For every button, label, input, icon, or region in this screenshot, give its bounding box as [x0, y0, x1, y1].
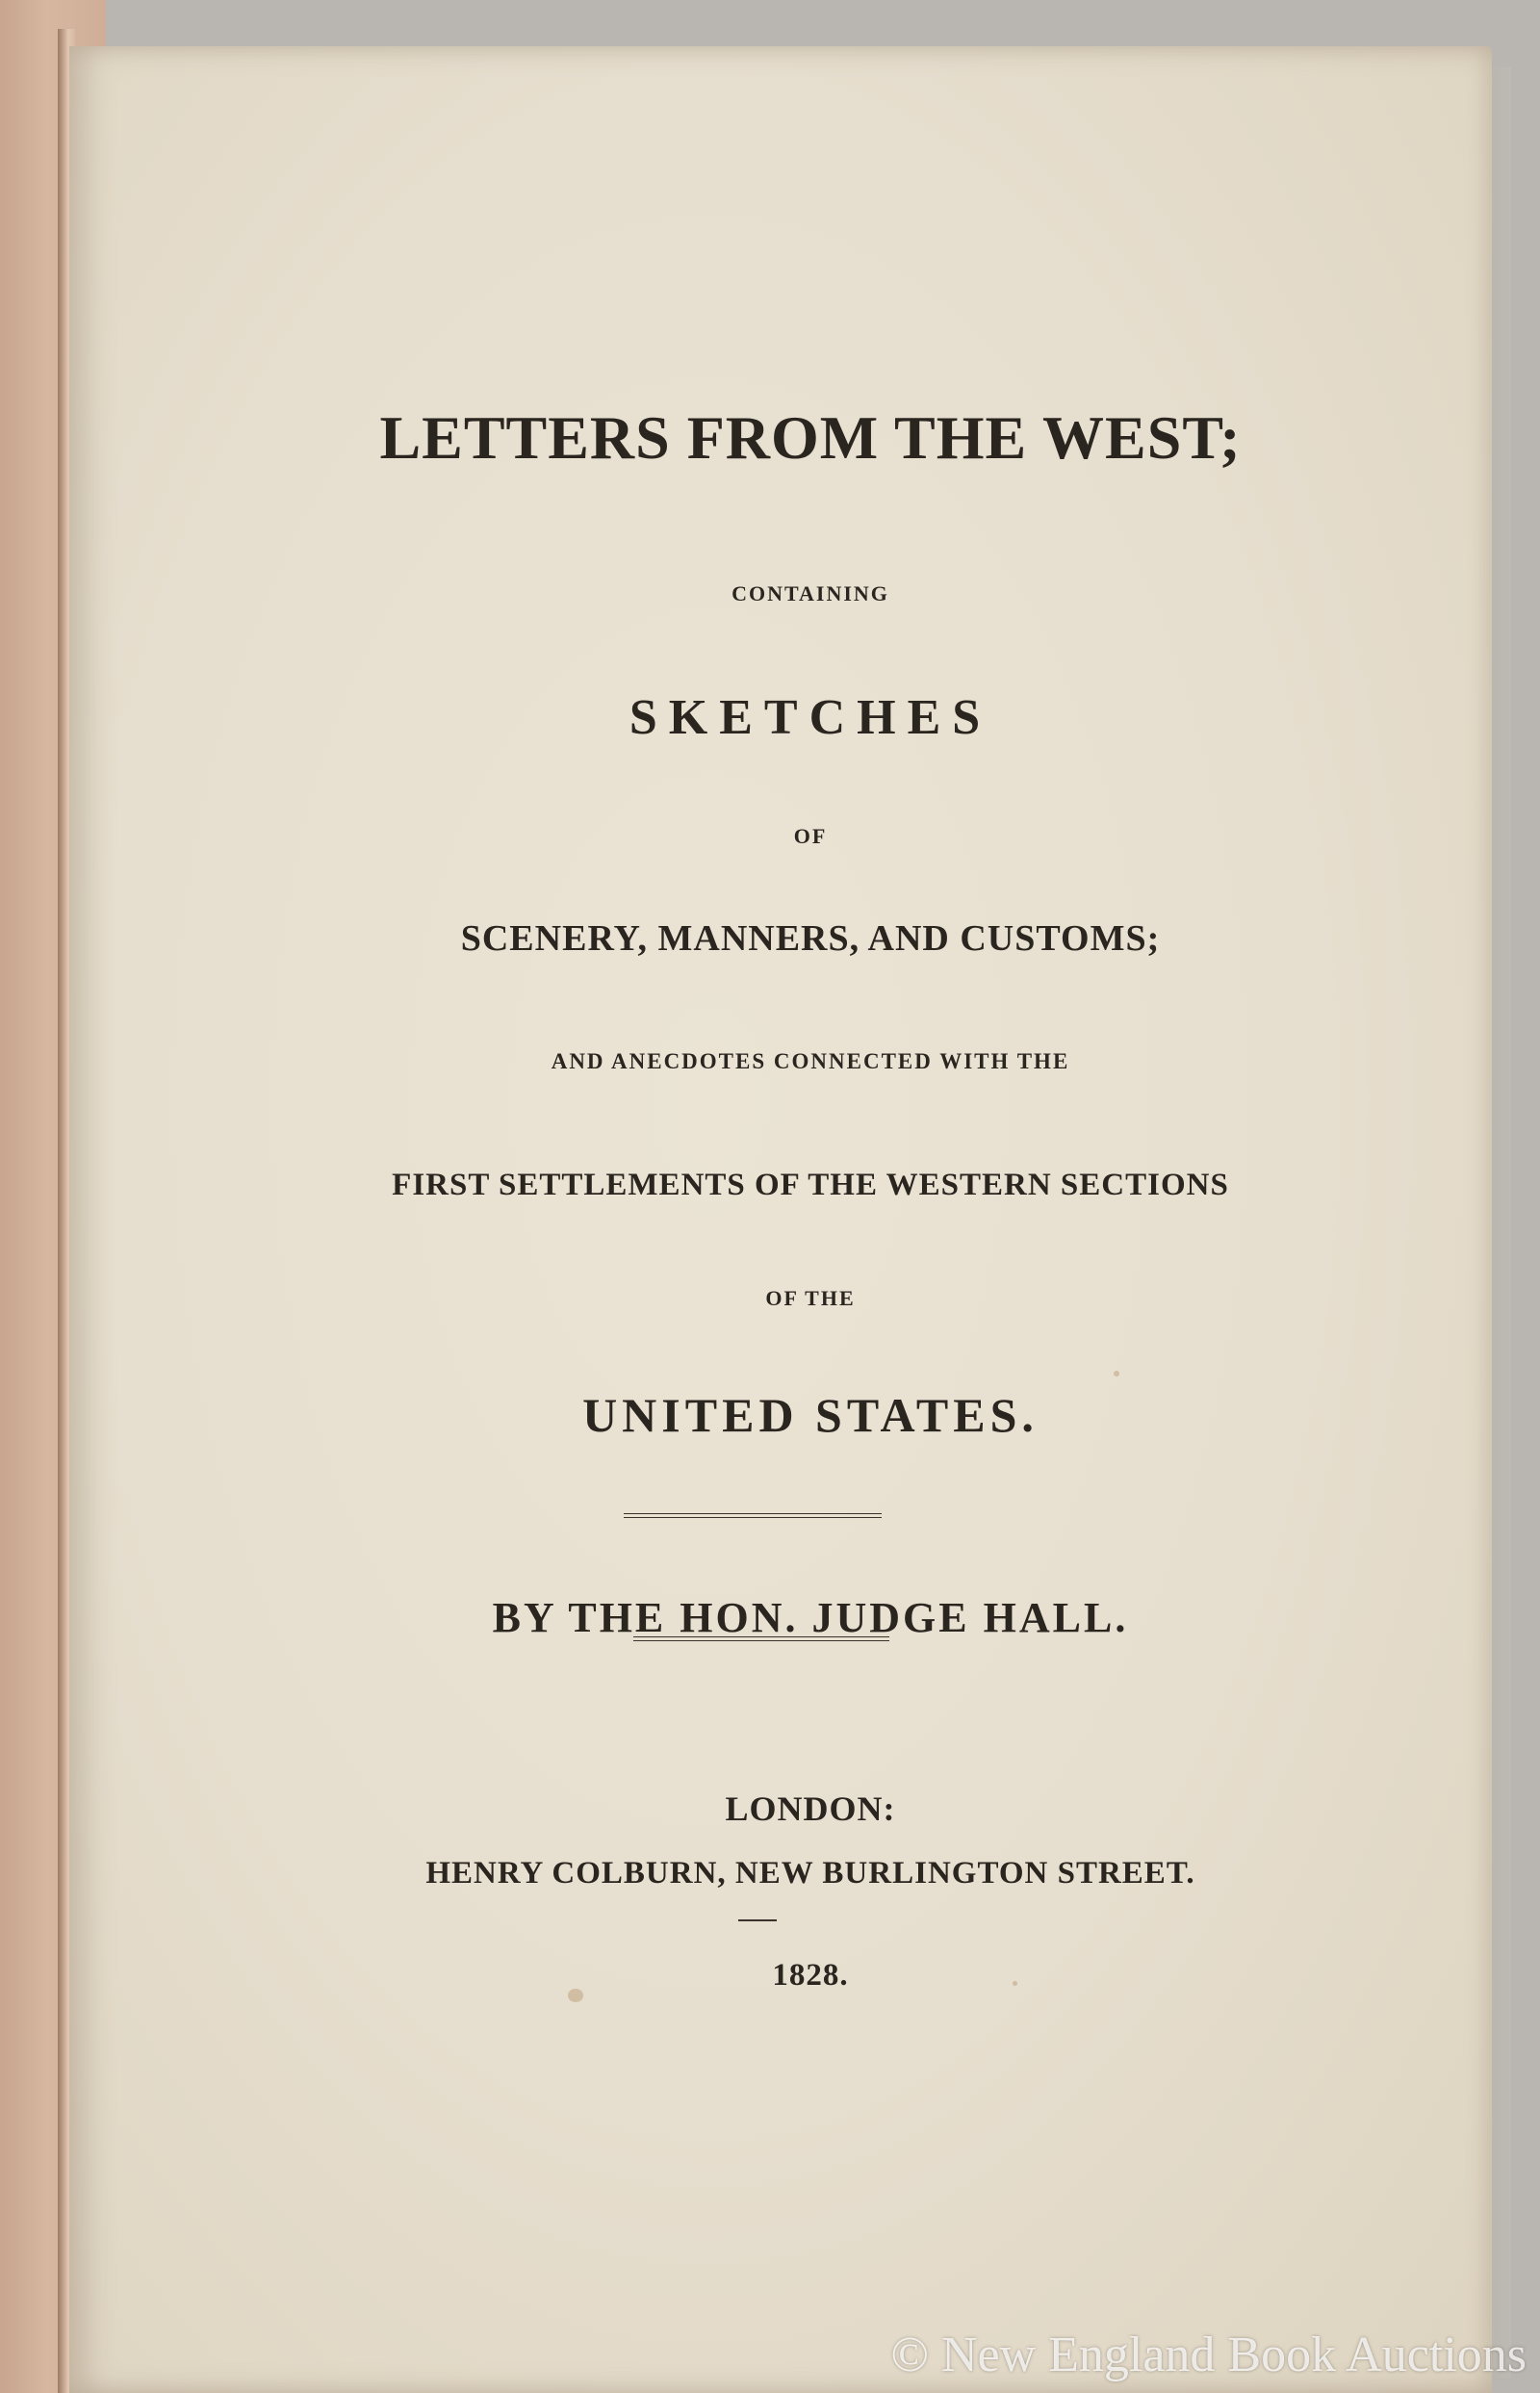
subtitle-sketches: SKETCHES — [629, 690, 992, 745]
subtitle-united-states: UNITED STATES. — [582, 1388, 1039, 1442]
book-title: LETTERS FROM THE WEST; — [379, 403, 1242, 472]
subtitle-containing: CONTAINING — [732, 581, 889, 605]
subtitle-anecdotes: AND ANECDOTES CONNECTED WITH THE — [551, 1049, 1070, 1073]
imprint-publisher: HENRY COLBURN, NEW BURLINGTON STREET. — [425, 1856, 1195, 1891]
imprint-rule — [738, 1919, 777, 1921]
author-line: BY THE HON. JUDGE HALL. — [492, 1594, 1129, 1641]
imprint-city: LONDON: — [725, 1789, 896, 1828]
foxing-spot — [1114, 1371, 1119, 1377]
divider-rule-top — [624, 1513, 882, 1518]
imprint-year: 1828. — [772, 1958, 849, 1993]
subtitle-of-the: OF THE — [765, 1286, 856, 1310]
copyright-watermark: © New England Book Auctions — [890, 2328, 1527, 2382]
divider-rule-bottom — [633, 1636, 889, 1641]
subtitle-scenery: SCENERY, MANNERS, AND CUSTOMS; — [460, 918, 1161, 959]
subtitle-of: OF — [793, 824, 828, 848]
title-page — [69, 46, 1492, 2393]
subtitle-settlements: FIRST SETTLEMENTS OF THE WESTERN SECTIONS — [392, 1168, 1229, 1202]
